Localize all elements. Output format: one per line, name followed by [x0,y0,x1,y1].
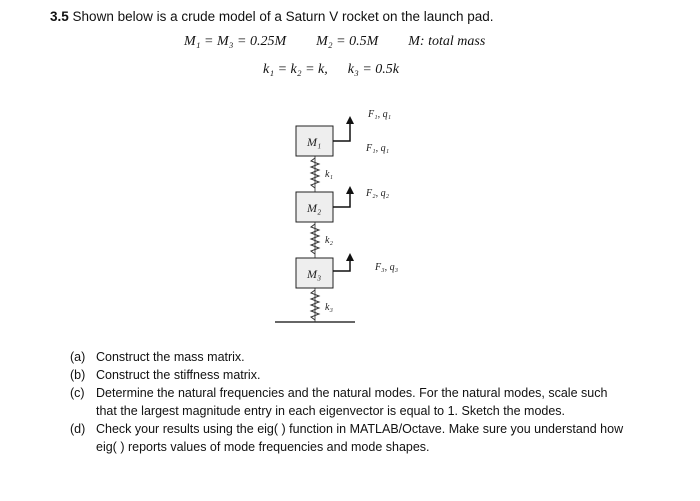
question-c-text-1: Determine the natural frequencies and the natural modes. For the natural modes, scale such [96,386,608,400]
force-label-3: F₃, q₃ [375,262,399,273]
question-d-label: (d) [70,422,86,436]
question-a-label: (a) [70,350,86,364]
force-arrowhead-3 [346,253,354,261]
stiffness-k1-k2: k₁ = k₂ = k, [263,62,328,77]
problem-number: 3.5 [50,9,69,24]
spring-label-k3: k₃ [325,302,333,313]
question-d [70,421,623,456]
question-d-text-2: eig( ) reports values of mode frequencies and mode shapes. [96,439,430,454]
question-c [70,385,607,420]
mass-ratio-m2: M₂ = 0.5M [316,34,379,49]
spring-label-k2: k₂ [325,235,333,246]
total-mass-definition: M: total mass [408,34,486,49]
mass-ratio-m1-m3: M₁ = M₃ = 0.25M [184,34,287,49]
force-label-top: F₁, q₁ [368,109,392,120]
question-b-text: Construct the stiffness matrix. [96,368,261,382]
question-a-text: Construct the mass matrix. [96,350,245,364]
stiffness-k3: k₃ = 0.5k [347,62,400,77]
mass-label-m2: M₂ [307,201,322,215]
force-arrowhead-2 [346,186,354,194]
question-b-label: (b) [70,368,86,382]
question-c-text-2: that the largest magnitude entry in each eigenvector is equal to 1. Sketch the modes. [96,403,566,418]
mass-label-m1: M₁ [307,135,322,149]
question-a [70,349,245,367]
mass-label-m3: M₃ [307,267,322,281]
question-c-label: (c) [70,386,85,400]
problem-text: Shown below is a crude model of a Saturn V rocket on the launch pad. [72,9,494,24]
force-arrowhead-1 [346,116,354,124]
force-label-2: F₂, q₂ [366,188,390,199]
question-d-text-1: Check your results using the eig( ) function in MATLAB/Octave. Make sure you understand how [96,422,624,436]
spring-label-k1: k₁ [325,169,333,180]
question-b [70,367,260,385]
force-label-1: F₁, q₁ [366,143,390,154]
